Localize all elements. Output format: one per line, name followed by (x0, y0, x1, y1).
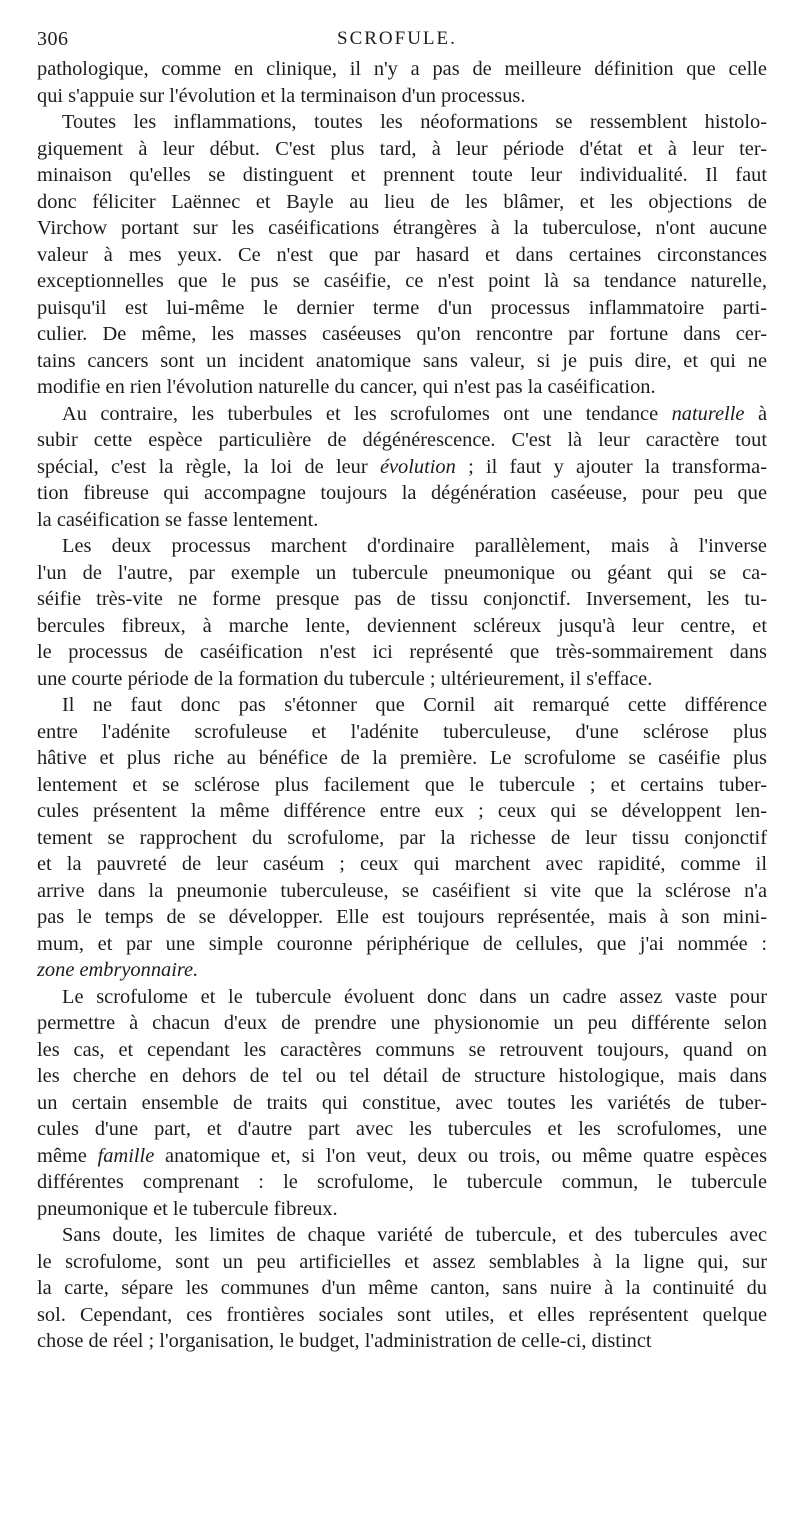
text-line: permettre à chacun d'eux de prendre une physionomie un peu différente selon (37, 1012, 767, 1034)
text-line: un certain ensemble de traits qui constitue, avec toutes les variétés de tuber- (37, 1091, 767, 1114)
italic-emphasis: famille (97, 1144, 155, 1167)
text-line: le processus de caséification n'est ici représenté que très-sommairement dans (37, 641, 767, 663)
text-line: la carte, sépare les communes d'un même canton, sans nuire à la continuité du (37, 1277, 767, 1299)
text-line: chose de réel ; l'organisation, le budget, l'administration de celle-ci, distinct (37, 1330, 652, 1352)
book-page (37, 26, 767, 1355)
text-line: différentes comprenant : le scrofulome, le tubercule commun, le tubercule (37, 1171, 767, 1193)
text-line: puisqu'il est lui-même le dernier terme d'un processus inflammatoire parti- (37, 296, 767, 319)
text-line: tion fibreuse qui accompagne toujours la dégénération caséeuse, pour peu que (37, 482, 767, 504)
running-title: SCROFULE. (337, 28, 457, 49)
paragraph (37, 533, 767, 692)
paragraph (37, 109, 767, 401)
text-line: minaison qu'elles se distinguent et prennent toute leur individualité. Il faut (37, 164, 767, 186)
text-line: subir cette espèce particulière de dégénérescence. C'est là leur caractère tout (37, 429, 767, 451)
text-line: Les deux processus marchent d'ordinaire parallèlement, mais à l'inverse (62, 535, 767, 557)
text-line: Virchow portant sur les caséifications étrangères à la tuberculose, n'ont aucune (37, 217, 767, 239)
text-line: valeur à mes yeux. Ce n'est que par hasard et dans certaines circonstances (37, 243, 767, 266)
text-line: Il ne faut donc pas s'étonner que Cornil ait remarqué cette différence (62, 694, 767, 716)
page-number: 306 (37, 28, 69, 50)
text-line: Toutes les inflammations, toutes les néoformations se ressemblent histolo- (62, 111, 767, 133)
running-head (37, 26, 767, 56)
text-line: mum, et par une simple couronne périphérique de cellules, que j'ai nommée : (37, 932, 767, 955)
text-line: modifie en rien l'évolution naturelle du cancer, qui n'est pas la caséification. (37, 376, 656, 398)
paragraph (37, 1222, 767, 1355)
paragraph (37, 401, 767, 534)
text-line: pathologique, comme en clinique, il n'y a pas de meilleure définition que celle (37, 58, 767, 80)
text-line: sol. Cependant, ces frontières sociales sont utiles, et elles représentent quelque (37, 1303, 767, 1326)
text-line: même famille anatomique et, si l'on veut, deux ou trois, ou même quatre espèces (37, 1144, 768, 1167)
paragraph (37, 56, 767, 109)
body-text (37, 56, 767, 1355)
text-line: une courte période de la formation du tubercule ; ultérieurement, il s'efface. (37, 667, 653, 690)
text-line: Sans doute, les limites de chaque variété de tubercule, et des tubercules avec (62, 1224, 767, 1246)
text-line: culier. De même, les masses caséeuses qu'on rencontre par fortune dans cer- (37, 323, 767, 345)
italic-emphasis: naturelle (671, 402, 745, 425)
text-line (37, 957, 767, 984)
text-line: bercules fibreux, à marche lente, deviennent scléreux jusqu'à leur centre, et (37, 614, 767, 637)
text-line: lentement et se sclérose plus facilement que le tubercule ; et certains tuber- (37, 773, 767, 796)
text-line: hâtive et plus riche au bénéfice de la première. Le scrofulome se caséifie plus (37, 747, 767, 769)
text-line: les cas, et cependant les caractères communs se retrouvent toujours, quand on (37, 1038, 767, 1061)
italic-emphasis: évolution (379, 455, 456, 478)
text-line: donc féliciter Laënnec et Bayle au lieu de les blâmer, et les objections de (37, 190, 767, 213)
text-line: séifie très-vite ne forme presque pas de tissu conjonctif. Inversement, les tu- (37, 588, 767, 610)
text-line: Le scrofulome et le tubercule évoluent donc dans un cadre assez vaste pour (62, 985, 767, 1008)
text-line: l'un de l'autre, par exemple un tubercule pneumonique ou géant qui se ca- (37, 561, 767, 584)
text-line: entre l'adénite scrofuleuse et l'adénite tuberculeuse, d'une sclérose plus (37, 720, 767, 743)
text-line: cules présentent la même différence entre eux ; ceux qui se développent len- (37, 800, 767, 822)
text-line: la caséification se fasse lentement. (37, 508, 319, 531)
paragraph (37, 984, 767, 1223)
text-line: cules d'une part, et d'autre part avec les tubercules et les scrofulomes, une (37, 1118, 767, 1140)
italic-emphasis: zone embryonnaire. (37, 959, 199, 981)
text-line: pas le temps de se développer. Elle est toujours représentée, mais à son mini- (37, 906, 767, 928)
text-line: arrive dans la pneumonie tuberculeuse, se caséifient si vite que la sclérose n'a (37, 879, 767, 902)
text-line: les cherche en dehors de tel ou tel détail de structure histologique, mais dans (37, 1065, 767, 1087)
text-line: spécial, c'est la règle, la loi de leur évolution ; il faut y ajouter la transforma- (37, 455, 767, 478)
paragraph (37, 692, 767, 984)
text-line: exceptionnelles que le pus se caséifie, ce n'est point là sa tendance naturelle, (37, 270, 767, 292)
text-line: et la pauvreté de leur caséum ; ceux qui marchent avec rapidité, comme il (37, 853, 767, 875)
text-line: pneumonique et le tubercule fibreux. (37, 1197, 338, 1220)
text-line: Au contraire, les tuberbules et les scrofulomes ont une tendance naturelle à (62, 402, 767, 425)
text-line: tement se rapprochent du scrofulome, par la richesse de leur tissu conjonctif (37, 826, 767, 849)
text-line: le scrofulome, sont un peu artificielles et assez semblables à la ligne qui, sur (37, 1250, 767, 1273)
text-line: tains cancers sont un incident anatomique sans valeur, si je puis dire, et qui ne (37, 349, 767, 372)
text-line: giquement à leur début. C'est plus tard, à leur période d'état et à leur ter- (37, 137, 767, 160)
text-line: qui s'appuie sur l'évolution et la terminaison d'un processus. (37, 84, 526, 107)
